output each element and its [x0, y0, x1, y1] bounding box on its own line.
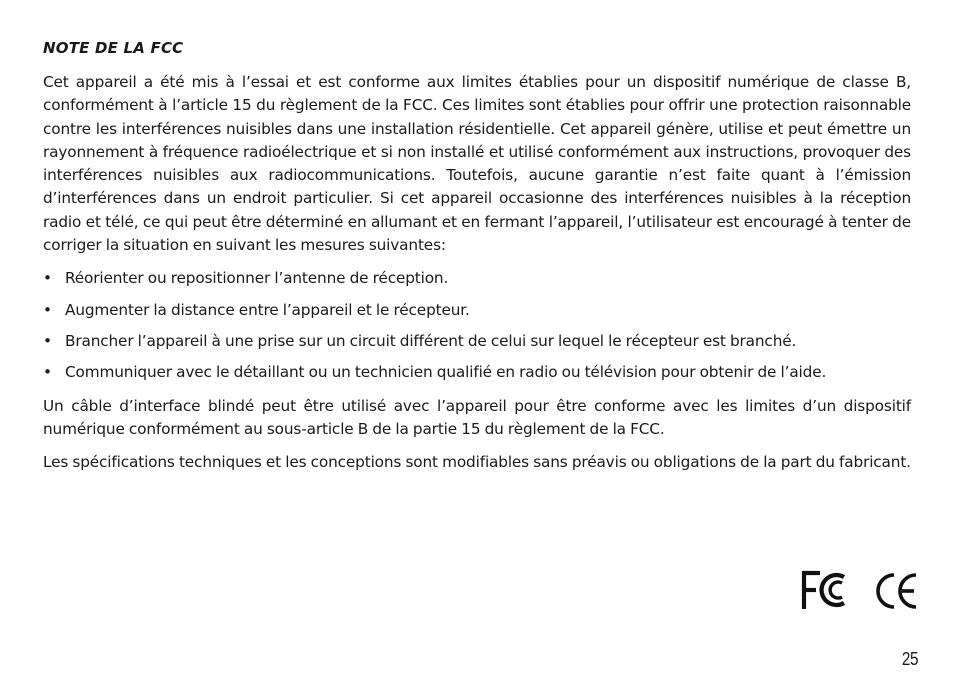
list-item — [43, 267, 911, 290]
bullet-point: • — [43, 331, 52, 350]
bullet-point: • — [43, 300, 52, 319]
cable-paragraph: Un câble d’interface blindé peut être utilisé avec l’appareil pour être conforme avec les limites d’un dispositif numérique conformément au sous-article B de la partie 15 du règlement de la FCC. — [43, 396, 911, 438]
ce-mark-icon — [878, 575, 916, 607]
list-item-text: Réorienter ou repositionner l’antenne de réception. — [65, 269, 449, 288]
specs-paragraph: Les spécifications techniques et les conceptions sont modifiables sans préavis ou obligations de la part du fabricant. — [43, 453, 911, 472]
list-item — [43, 299, 911, 322]
certification-marks — [800, 566, 920, 614]
bullet-point: • — [43, 363, 52, 382]
page-number: 25 — [901, 649, 918, 669]
intro-paragraph: Cet appareil a été mis à l’essai et est conforme aux limites établies pour un dispositif numérique de classe B, conformément à l’article 15 du règlement de la FCC. Ces limites sont établies pour offrir une protection raisonnable contre les interférences nuisibles dans une installation résidentielle. Cet appareil génère, utilise et peut émettre un rayonnement à fréquence radioélectrique et si non installé et utilisé conformément aux instructions, provoquer des interférences nuisibles aux radiocommunications. Toutefois, aucune garantie n’est faite quant à l’émission d’interférences dans un endroit particulier. Si cet appareil occasionne des interférences nuisibles à la réception radio et télé, ce qui peut être déterminé en allumant et en fermant l’appareil, l’utilisateur est encouragé à tenter de corriger la situation en suivant les mesures suivantes: — [43, 73, 911, 255]
measures-list — [43, 267, 911, 384]
fcc-logo-icon — [800, 566, 920, 614]
list-item — [43, 361, 911, 384]
section-heading: NOTE DE LA FCC — [43, 39, 184, 57]
list-item — [43, 330, 911, 353]
list-item-text: Communiquer avec le détaillant ou un technicien qualifié en radio ou télévision pour obtenir de l’aide. — [65, 363, 827, 382]
list-item-text: Augmenter la distance entre l’appareil et le récepteur. — [65, 300, 470, 319]
fcc-note-section — [43, 38, 911, 474]
list-item-text: Brancher l’appareil à une prise sur un circuit différent de celui sur lequel le récepteur est branché. — [65, 331, 797, 350]
bullet-point: • — [43, 269, 52, 288]
